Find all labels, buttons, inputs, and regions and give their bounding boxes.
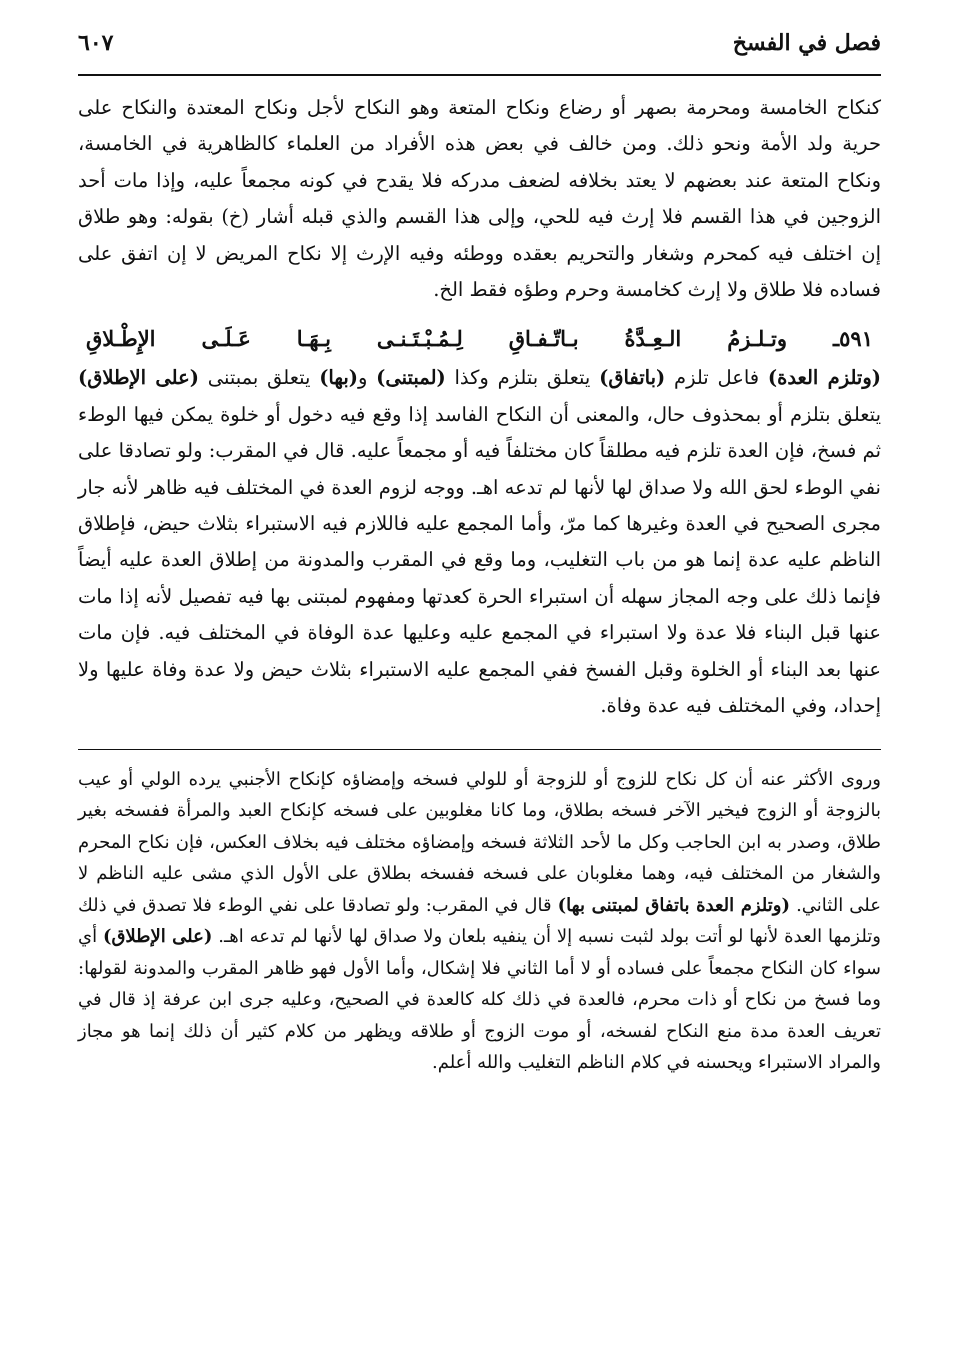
commentary-text: يتعلق بمبتنى — [198, 366, 320, 390]
commentary-lemma: (وتلزم العدة) — [767, 366, 882, 390]
commentary-lemma: (باتفاق) — [599, 366, 666, 390]
commentary-text: و — [358, 366, 377, 390]
commentary-paragraph — [78, 360, 881, 724]
footnote-text: أي سواء كان النكاح مجمعاً على فساده أو لا أما الثاني فلا إشكال، وأما الأول فهو ظاهر المقرب والمدونة لقولها: وما فسخ من نكاح أو ذات محرم، فالعدة في ذلك كله كالعدة في الصحيح، وعليه جرى ابن عرفة إذ قال في تعريف العدة مدة منع النكاح لفسخه، أو موت الزوج أو طلاقه ويظهر من كلام كثير أن ذلك إنما هو مجاز والمراد الاستبراء ويحسنه في كلام الناظم التغليب والله أعلم. — [78, 926, 881, 1073]
page-number: ٦٠٧ — [78, 30, 114, 56]
footnote-lemma: (على الإطلاق) — [102, 926, 213, 947]
commentary-lemma: (بها) — [319, 366, 359, 390]
book-page — [78, 30, 881, 1320]
footnote-lemma: (وتلزم العدة باتفاق لمبتنى بها) — [557, 894, 790, 916]
footnote-paragraph — [78, 764, 881, 1079]
verse-line: ٥٩١ـ وتـلـزمُ الـعِـدَّةُ بـاتّـفـاقِ لِـمُـبْـتَـنـى بِـهَـا عَـلَـى الإِطْـلاقِ — [86, 326, 873, 352]
commentary-text: يتعلق بتلزم أو بمحذوف حال، والمعنى أن النكاح الفاسد إذا وقع فيه دخول أو خلوة يمكن فيها الوطء ثم فسخ، فإن العدة تلزم فيه مطلقاً كان مختلفاً فيه أو مجمعاً عليه. قال في المقرب: ولو تصادقا على نفي الوطء لحق الله ولا صداق لها لأنها لم تدعه اهـ. ووجه لزوم العدة في المختلف فيه ظاهر لأنه جار مجرى الصحيح في العدة وغيرها كما مرّ، وأما المجمع عليه فاللازم فيه الاستبراء بثلاث حيض، فإطلاق الناظم عليه عدة إنما هو من باب التغليب، وما وقع في المقرب والمدونة من إطلاق العدة عليه أيضاً فإنما ذلك على وجه المجاز سهله أن استبراء الحرة كعدتها ومفهوم لمبتنى بها فيه تفصيل لأنه إذا مات عنها قبل البناء فلا عدة ولا استبراء في المجمع عليه وعليها عدة الوفاة في المختلف فيه. فإن مات عنها بعد البناء أو الخلوة وقبل الفسخ ففي المجمع عليه الاستبراء بثلاث حيض ولا عدة وفاة عليها ولا إحداد، وفي المختلف فيه عدة وفاة. — [78, 402, 881, 718]
intro-paragraph: كنكاح الخامسة ومحرمة بصهر أو رضاع ونكاح المتعة وهو النكاح لأجل ونكاح المعتدة والنكاح على حرية ولد الأمة ونحو ذلك. ومن خالف في بعض هذه الأفراد من العلماء كالظاهرية في الخامسة، ونكاح المتعة عند بعضهم لا يعتد بخلافه لضعف مدركه فلا يقدح في كونه مجمعاً عليه، وإذا مات أحد الزوجين في هذا القسم فلا إرث فيه للحي، وإلى هذا القسم والذي قبله أشار (خ) بقوله: وهو طلاق إن اختلف فيه كمحرم وشغار والتحريم بعقده ووطئه وفيه الإرث إلا نكاح المريض لا إن اتفق على فساده فلا طلاق ولا إرث كخامسة وحرم وطؤه فقط الخ. — [78, 96, 881, 302]
commentary-lemma: (لمبتنى) — [376, 366, 446, 390]
commentary-text: يتعلق بتلزم وكذا — [445, 366, 600, 390]
chapter-title: فصل في الفسخ — [732, 30, 881, 56]
footnote-text: قال في المقرب: ولو تصادقا على نفي الوطء فلا تصدق في ذلك وتلزمها العدة لأنها لو أتت بولد لثبت نسبه إلا أن ينفيه بلعان ولا صداق لها لأنها لم تدعه اهـ. — [78, 894, 882, 947]
commentary-lemma: (على الإطلاق) — [78, 366, 199, 390]
footnote-text: وروى الأكثر عنه أن كل نكاح للزوج أو للزوجة أو للولي فسخه وإمضاؤه كإنكاح الأجنبي يرده الولي أو عيب بالزوجة أو الزوج فيخير الآخر فسخه بطلاق، وما كانا مغلوبين على فسخه كإنكاح العبد والمرأة ففسخه بغير طلاق، وصدر به ابن الحاجب وكل ما لأحد الثلاثة فسخه وإمضاؤه مختلف فيه بخلاف العكس، فإن نكاح المحرم والشغار من المختلف فيه، وهما مغلوبان على فسخه ففسخه بطلاق على الأول الذي مشى عليه الناظم لا على الثاني. — [78, 768, 881, 916]
footnote-divider — [78, 749, 881, 750]
commentary-text: فاعل تلزم — [665, 366, 768, 390]
running-header — [78, 30, 881, 76]
